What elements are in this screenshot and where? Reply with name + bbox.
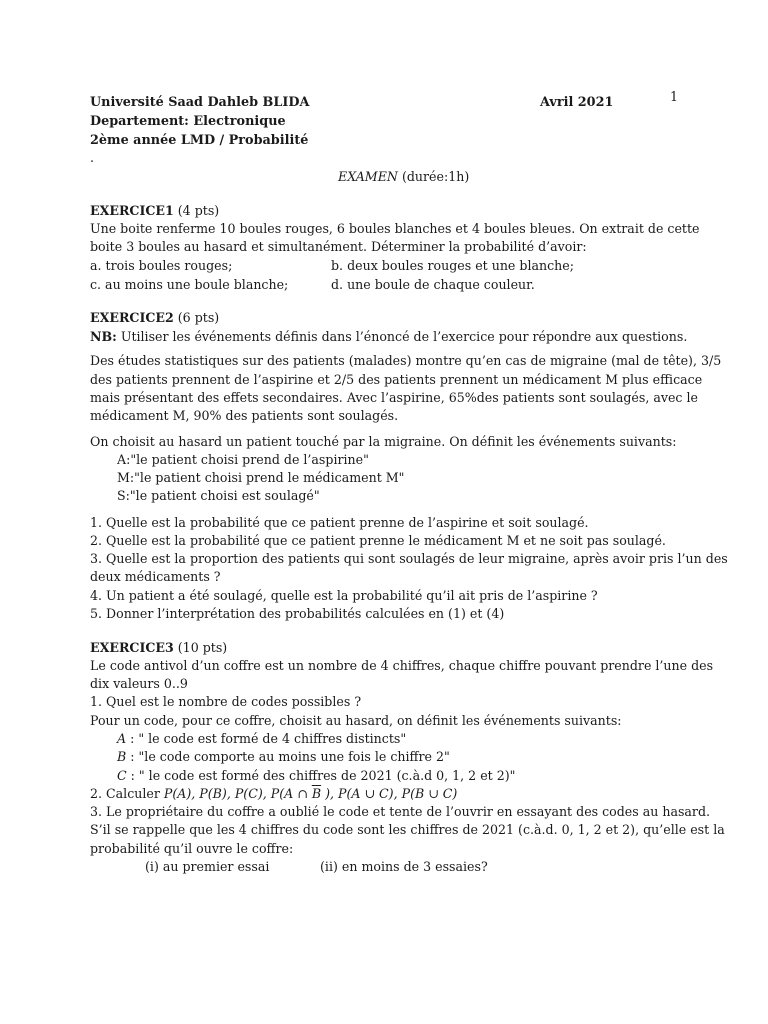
ex2-question-3-line1: 3. Quelle est la proportion des patients qui sont soulagés de leur migraine, après avoir pris l’un des: [90, 551, 728, 566]
ex3-intro-line2: dix valeurs 0..9: [90, 676, 188, 691]
ex1-points: (4 pts): [177, 203, 220, 218]
exam-title: EXAMEN: [338, 169, 398, 184]
ex2-question-4: 4. Un patient a été soulagé, quelle est la probabilité qu’il ait pris de l’aspirine ?: [90, 588, 598, 603]
ex3-question-2-formula-end: ), P(A ∪ C), P(B ∪ C): [321, 786, 458, 801]
ex2-para1-line2: des patients prennent de l’aspirine et 2/5 des patients prennent un médicament M plus efficace: [90, 372, 703, 387]
ex2-question-3-line2: deux médicaments ?: [90, 569, 221, 584]
ex3-points: (10 pts): [177, 640, 228, 655]
ex2-title: EXERCICE2: [90, 310, 174, 325]
ex2-para2: On choisit au hasard un patient touché par la migraine. On définit les événements suivants:: [90, 434, 677, 449]
ex1-statement-1: Une boite renferme 10 boules rouges, 6 boules blanches et 4 boules bleues. On extrait de cette: [90, 221, 700, 236]
ex3-event-b-text: : "le code comporte au moins une fois le chiffre 2": [126, 749, 450, 764]
exam-title-line: [338, 168, 469, 187]
ex2-nb: [90, 328, 687, 347]
ex3-event-c-symbol: C: [117, 768, 127, 783]
ex2-para1-line4: médicament M, 90% des patients sont soulagés.: [90, 408, 399, 423]
ex2-para1-line1: Des études statistiques sur des patients (malades) montre qu’en cas de migraine (mal de tête), 3/5: [90, 353, 722, 368]
ex3-question-2-prefix: 2. Calculer: [90, 786, 164, 801]
ex1-heading: [90, 202, 219, 221]
page-number: 1: [670, 89, 679, 104]
ex3-question-3-part-ii: (ii) en moins de 3 essaies?: [320, 859, 488, 874]
ex3-event-a-symbol: A: [117, 731, 127, 746]
ex1-title: EXERCICE1: [90, 203, 174, 218]
department: Departement: Electronique: [90, 114, 286, 129]
ex2-nb-label: NB:: [90, 329, 117, 344]
ex3-event-c-text: : " le code est formé des chiffres de 2021 (c.à.d 0, 1, 2 et 2)": [126, 768, 516, 783]
ex2-event-s: S:"le patient choisi est soulagé": [117, 488, 320, 503]
ex1-item-d: d. une boule de chaque couleur.: [331, 277, 535, 292]
ex2-event-a: A:"le patient choisi prend de l’aspirine": [117, 452, 369, 467]
header-dot: .: [90, 150, 95, 165]
ex1-item-a: a. trois boules rouges;: [90, 258, 233, 273]
course-name: 2ème année LMD / Probabilité: [90, 133, 309, 148]
ex1-statement-2: boite 3 boules au hasard et simultanément. Déterminer la probabilité d’avoir:: [90, 239, 587, 254]
exam-date: Avril 2021: [540, 95, 614, 110]
ex1-item-b: b. deux boules rouges et une blanche;: [331, 258, 574, 273]
ex2-heading: [90, 309, 219, 328]
ex3-event-c: [117, 767, 515, 786]
ex3-title: EXERCICE3: [90, 640, 174, 655]
exam-duration: (durée:1h): [401, 169, 470, 184]
ex3-question-3-line1: 3. Le propriétaire du coffre a oublié le code et tente de l’ouvrir en essayant des codes au hasard.: [90, 804, 711, 819]
ex3-question-2: [90, 785, 457, 804]
ex2-para1-line3: mais présentant des effets secondaires. Avec l’aspirine, 65%des patients sont soulagés, avec le: [90, 390, 698, 405]
ex2-nb-text: Utiliser les événements définis dans l’énoncé de l’exercice pour répondre aux questions.: [120, 329, 688, 344]
ex3-question-3-part-i: (i) au premier essai: [145, 859, 270, 874]
ex3-heading: [90, 639, 227, 658]
ex3-question-2-complement: $\overline{B}$: [311, 786, 322, 801]
ex3-event-b-symbol: B: [117, 749, 127, 764]
ex3-question-3-line3: probabilité qu’il ouvre le coffre:: [90, 841, 294, 856]
ex3-event-a-text: : " le code est formé de 4 chiffres distincts": [126, 731, 407, 746]
ex2-event-m: M:"le patient choisi prend le médicament M": [117, 470, 405, 485]
ex3-event-b: [117, 748, 450, 767]
ex3-intro-line1: Le code antivol d’un coffre est un nombre de 4 chiffres, chaque chiffre pouvant prendre l’une des: [90, 658, 714, 673]
ex2-question-2: 2. Quelle est la probabilité que ce patient prenne le médicament M et ne soit pas soulagé.: [90, 533, 666, 548]
ex3-question-2-formula: P(A), P(B), P(C), P(A ∩: [163, 786, 312, 801]
university-name: Université Saad Dahleb BLIDA: [90, 95, 310, 110]
ex3-question-1: 1. Quel est le nombre de codes possibles ?: [90, 694, 362, 709]
ex2-question-5: 5. Donner l’interprétation des probabilités calculées en (1) et (4): [90, 606, 505, 621]
ex3-events-intro: Pour un code, pour ce coffre, choisit au hasard, on définit les événements suivants:: [90, 713, 622, 728]
ex2-points: (6 pts): [177, 310, 220, 325]
ex3-question-3-line2: S’il se rappelle que les 4 chiffres du code sont les chiffres de 2021 (c.à.d. 0, 1, 2 et 2), qu’elle est la: [90, 822, 725, 837]
ex3-event-a: [117, 730, 406, 749]
ex2-question-1: 1. Quelle est la probabilité que ce patient prenne de l’aspirine et soit soulagé.: [90, 515, 589, 530]
ex1-item-c: c. au moins une boule blanche;: [90, 277, 289, 292]
